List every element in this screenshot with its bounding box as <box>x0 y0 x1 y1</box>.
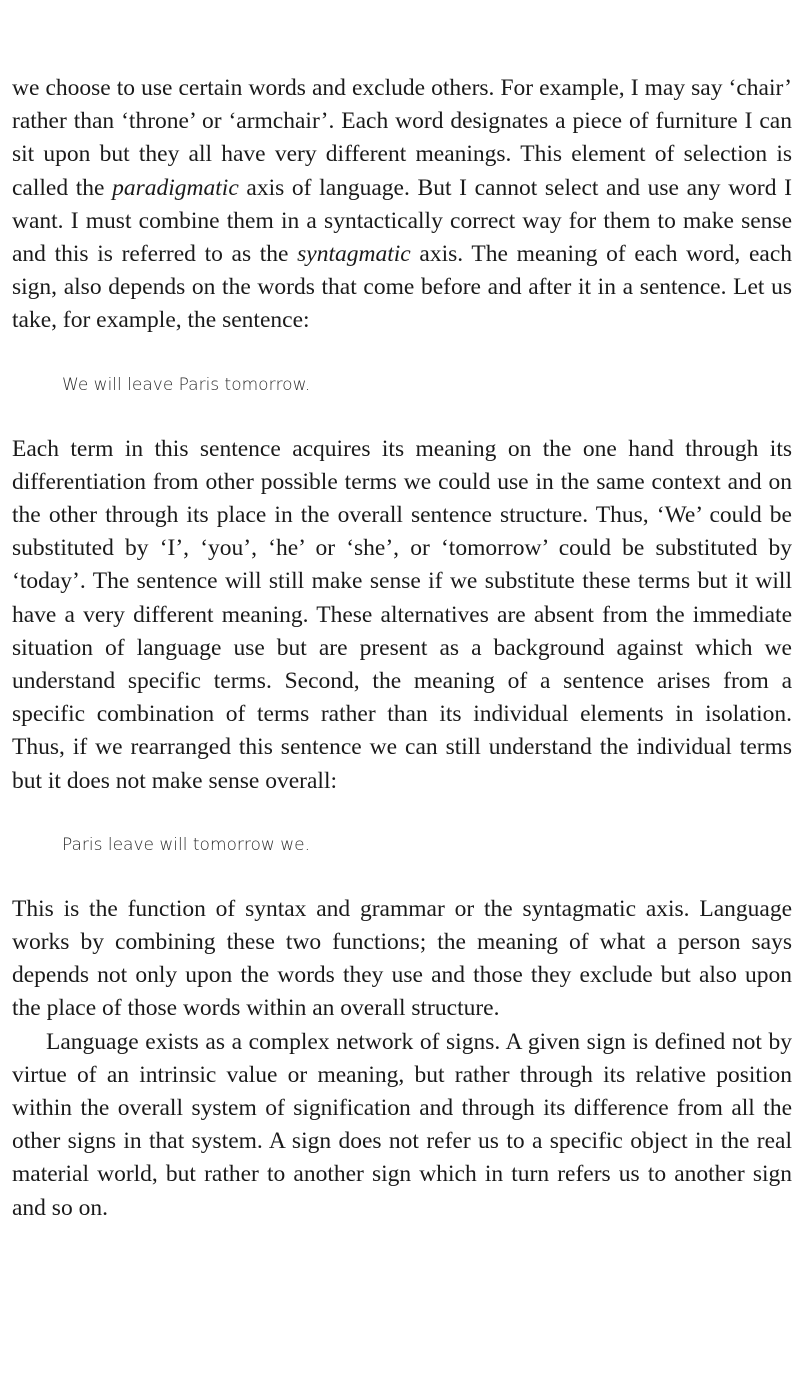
paragraph-1 <box>12 72 792 338</box>
paragraph-1-text: axis. The meaning of each word, each sign, also depends on the words that come before and after it in a sentence. Let us take, for example, the sentence: <box>12 241 793 334</box>
paragraph-1-text: axis of language. But I cannot select and use any word I want. I must combine them in a syntactically correct way for them to make sense and this is referred to as the <box>12 174 792 268</box>
example-sentence-2: Paris leave will tomorrow we. <box>62 834 310 855</box>
paradigmatic-term: paradigmatic <box>112 174 239 201</box>
paragraph-2: Each term in this sentence acquires its meaning on the one hand through its differentiation from other possible terms we could use in the same context and on the other through its place in the overall sentence structure. Thus, ‘We’ could be substituted by ‘I’, ‘you’, ‘he’ or ‘she’, or ‘tomorrow’ could be substituted by ‘today’. The sentence will still make sense if we substitute these terms but it will have a very different meaning. These alternatives are absent from the immediate situation of language use but are present as a background against which we understand specific terms. Second, the meaning of a sentence arises from a specific combination of terms rather than its individual elements in isolation. Thus, if we rearranged this sentence we can still understand the individual terms but it does not make sense overall: <box>12 435 792 794</box>
page-text <box>12 72 792 1225</box>
syntagmatic-term: syntagmatic <box>297 241 411 268</box>
paragraph-1-text: we choose to use certain words and exclude others. For example, I may say ‘chair’ rather than ‘throne’ or ‘armchair’. Each word designates a piece of furniture I can sit upon but they all have very different meanings. This element of selection is called the <box>12 75 792 201</box>
example-sentence-1: We will leave Paris tomorrow. <box>62 374 311 395</box>
paragraph-4: Language exists as a complex network of signs. A given sign is defined not by virtue of an intrinsic value or meaning, but rather through its relative position within the overall system of signification and through its difference from all the other signs in that system. A sign does not refer us to a specific object in the real material world, but rather to another sign which in turn refers us to another sign and so on. <box>12 1028 792 1221</box>
paragraph-3: This is the function of syntax and grammar or the syntagmatic axis. Language works by combining these two functions; the meaning of what a person says depends not only upon the words they use and those they exclude but also upon the place of those words within an overall structure. <box>12 895 792 1022</box>
